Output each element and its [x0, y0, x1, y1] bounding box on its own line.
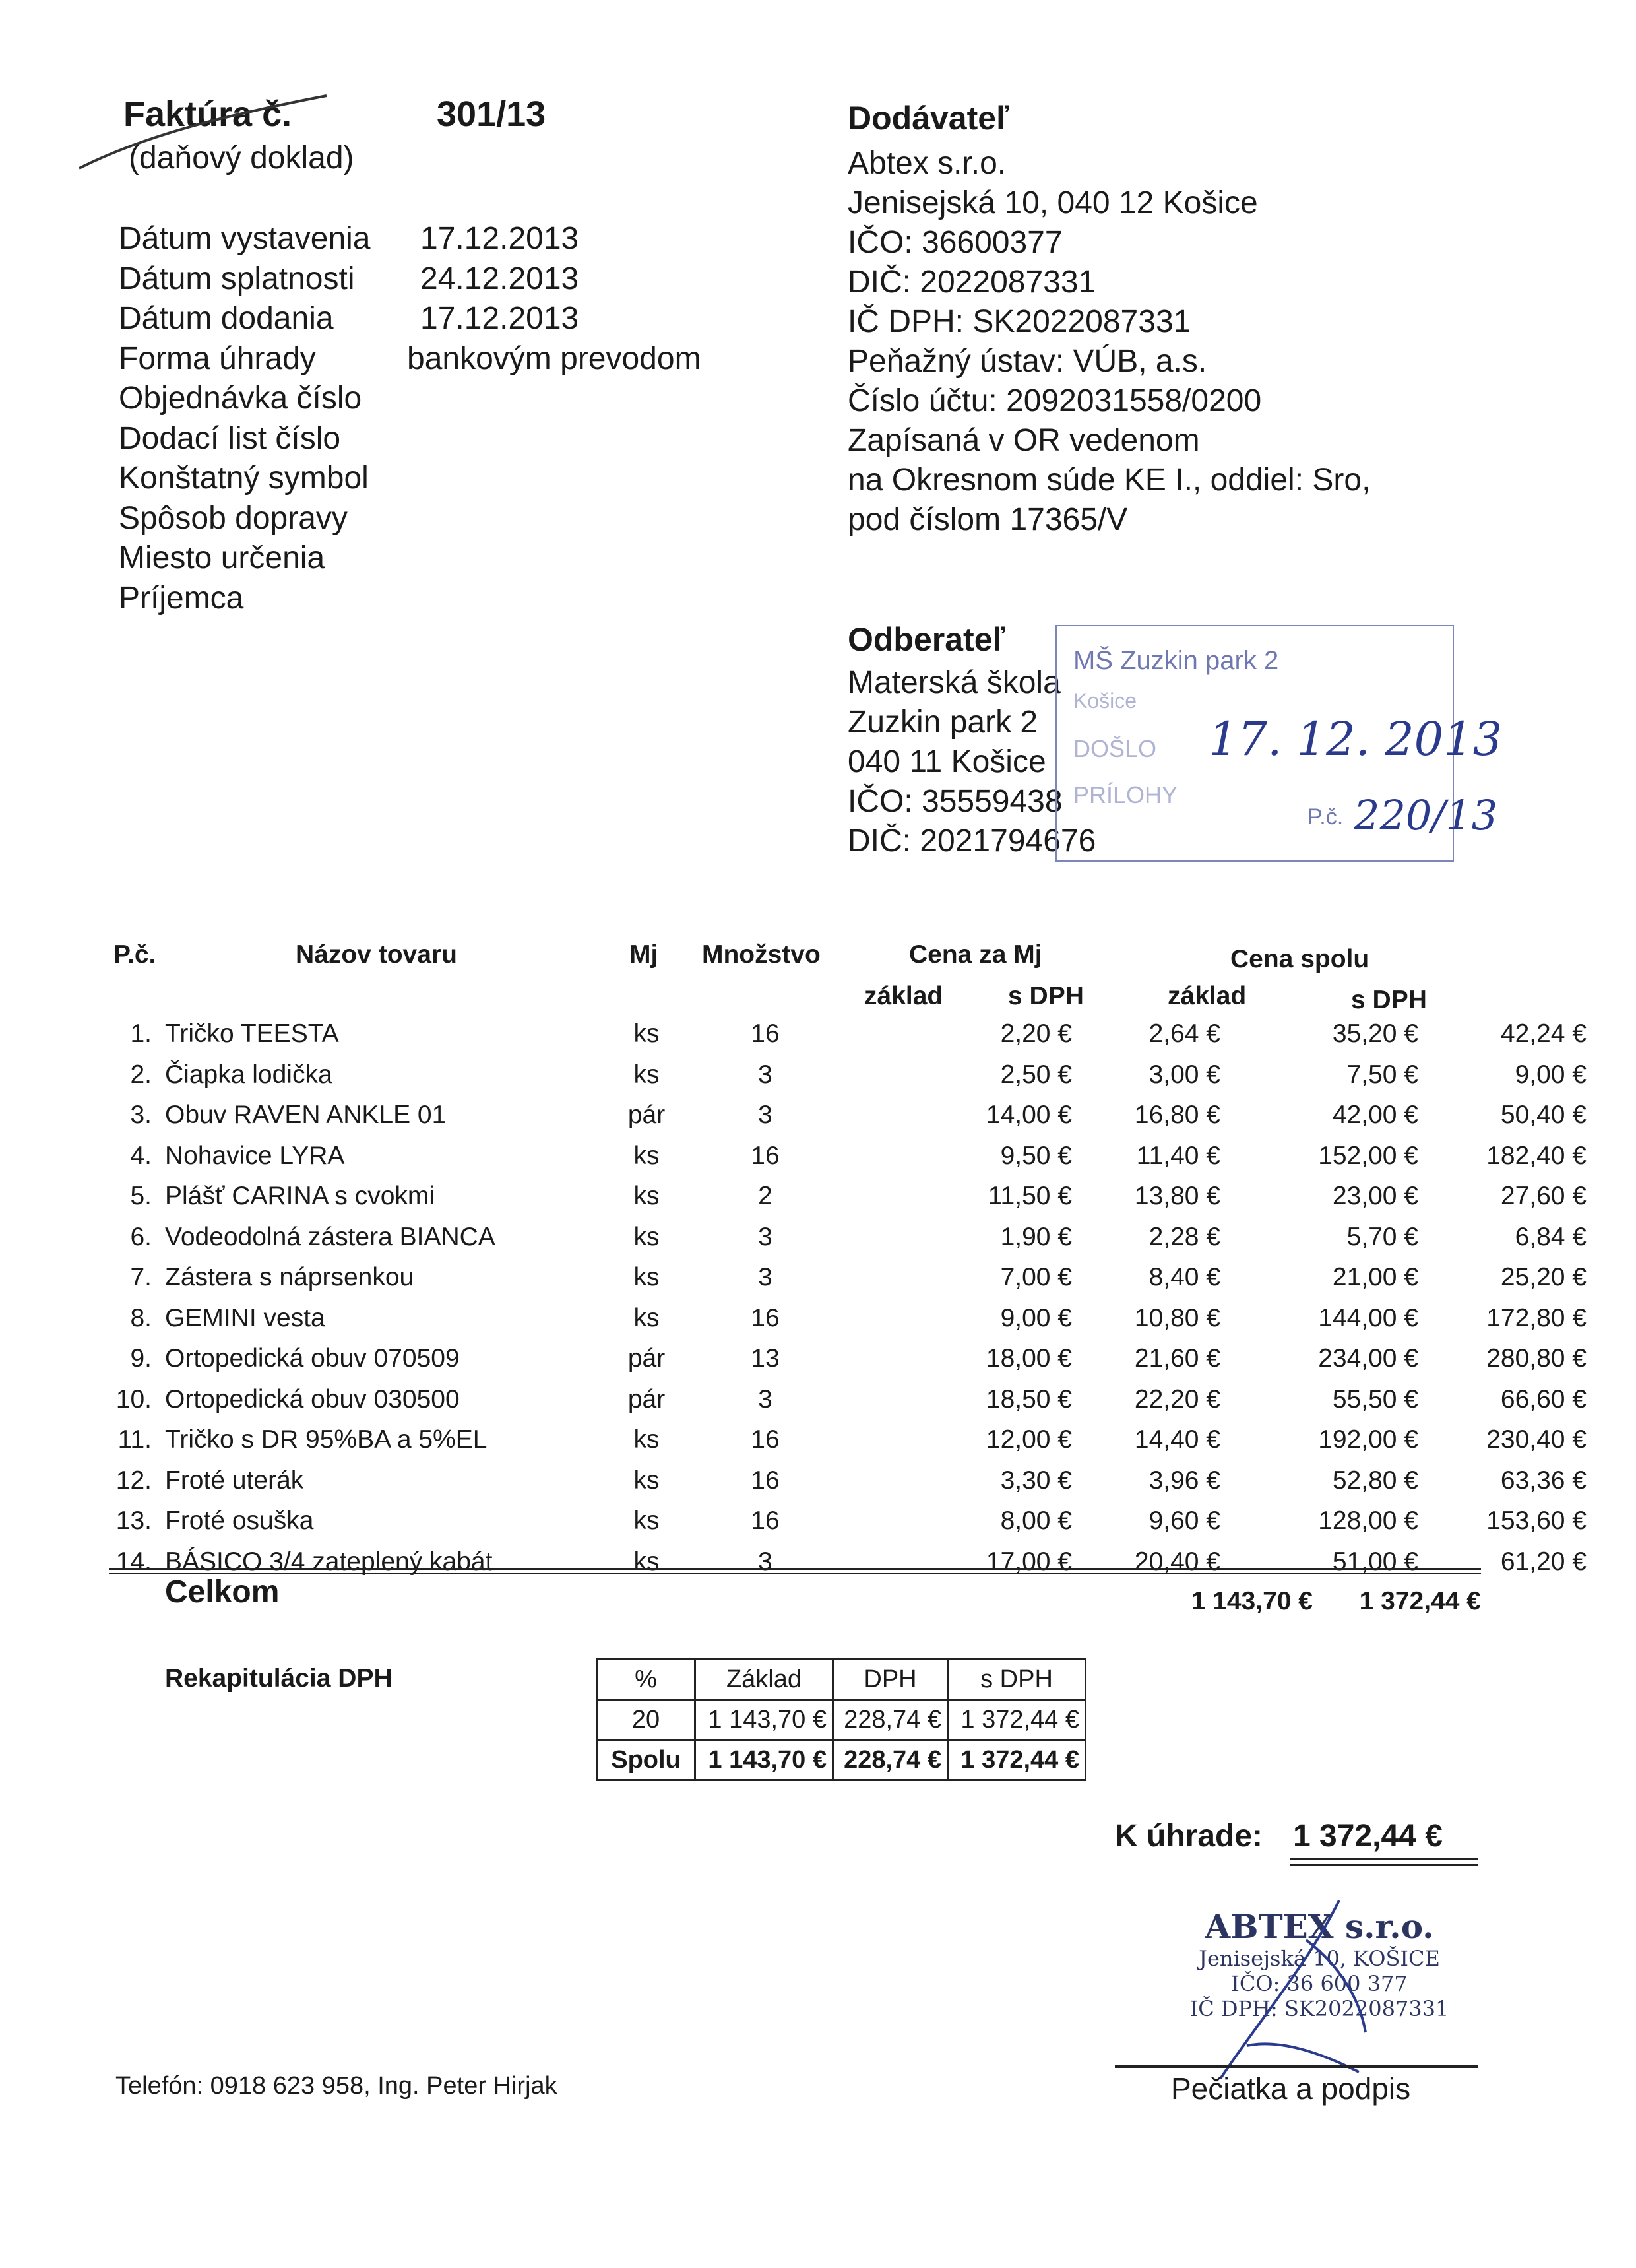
col-header-mj: Mj	[629, 940, 658, 969]
unit-price-vat: 9,60 €	[1148, 1507, 1220, 1535]
item-unit: ks	[633, 1303, 660, 1332]
item-name: Froté osuška	[165, 1507, 314, 1535]
total-vat: 42,24 €	[1500, 1020, 1587, 1048]
row-number: 11.	[117, 1425, 152, 1454]
total-base: 234,00 €	[1318, 1344, 1418, 1373]
row-number: 9.	[130, 1344, 152, 1373]
table-row	[106, 1141, 1587, 1181]
item-name: BÁSICO 3/4 zateplený kabát	[165, 1547, 493, 1576]
unit-price-vat: 20,40 €	[1134, 1547, 1220, 1576]
col-header-unit-base: základ	[864, 982, 943, 1010]
detail-label: Spôsob dopravy	[119, 500, 348, 536]
total-base: 5,70 €	[1346, 1222, 1418, 1251]
stamp-address: Jenisejská 10, KOŠICE	[1199, 1946, 1440, 1971]
item-name: Zástera s náprsenkou	[165, 1263, 414, 1291]
unit-price-vat: 16,80 €	[1134, 1101, 1220, 1129]
detail-value: 24.12.2013	[420, 261, 579, 296]
recap-cell: Spolu	[597, 1740, 695, 1780]
receipt-stamp	[1055, 625, 1503, 862]
detail-label: Dátum splatnosti	[119, 261, 355, 296]
table-row	[106, 1384, 1587, 1425]
invoice-subtitle: (daňový doklad)	[129, 141, 354, 176]
total-base: 35,20 €	[1332, 1020, 1418, 1048]
row-number: 12.	[115, 1466, 152, 1495]
table-row	[106, 1547, 1587, 1587]
table-row	[106, 1101, 1587, 1140]
unit-price-base: 11,50 €	[988, 1182, 1072, 1210]
unit-price-vat: 8,40 €	[1148, 1263, 1220, 1291]
stamp-ico: IČO: 36 600 377	[1231, 1971, 1408, 1996]
total-vat: 27,60 €	[1500, 1182, 1587, 1210]
detail-label: Dodací list číslo	[119, 420, 341, 456]
unit-price-vat: 14,40 €	[1134, 1425, 1220, 1454]
item-name: Čiapka lodička	[165, 1060, 332, 1089]
table-row	[106, 1303, 1587, 1344]
item-quantity: 16	[751, 1466, 780, 1495]
detail-label: Miesto určenia	[119, 540, 325, 575]
row-number: 7.	[130, 1263, 152, 1291]
total-base: 55,50 €	[1332, 1384, 1418, 1413]
item-unit: ks	[633, 1425, 660, 1454]
table-row	[106, 1222, 1587, 1262]
unit-price-vat: 3,00 €	[1148, 1060, 1220, 1089]
supplier-heading: Dodávateľ	[848, 100, 1009, 137]
customer-line: IČO: 35559438	[848, 784, 1063, 819]
supplier-line: IČO: 36600377	[848, 225, 1063, 260]
unit-price-base: 12,00 €	[986, 1425, 1072, 1454]
payable-underline	[1290, 1858, 1478, 1860]
supplier-line: Peňažný ústav: VÚB, a.s.	[848, 344, 1207, 379]
supplier-line: Jenisejská 10, 040 12 Košice	[848, 185, 1258, 220]
recap-sum-row	[597, 1740, 1086, 1780]
table-row	[106, 1507, 1587, 1546]
total-vat: 280,80 €	[1486, 1344, 1587, 1373]
recap-cell: 1 372,44 €	[948, 1740, 1086, 1780]
signature-label: Pečiatka a podpis	[1171, 2071, 1411, 2106]
item-quantity: 16	[751, 1425, 780, 1454]
recap-cell: 228,74 €	[833, 1740, 948, 1780]
total-base: 144,00 €	[1318, 1303, 1418, 1332]
total-vat: 6,84 €	[1515, 1222, 1587, 1251]
supplier-line: pod číslom 17365/V	[848, 502, 1128, 537]
supplier-block	[848, 144, 1370, 540]
recap-cell: 20	[597, 1700, 695, 1740]
col-header-total-base: základ	[1168, 982, 1247, 1010]
stamp-line: PRÍLOHY	[1073, 781, 1178, 808]
unit-price-base: 18,50 €	[986, 1384, 1072, 1413]
total-vat: 153,60 €	[1486, 1507, 1587, 1535]
signature-line	[1115, 2065, 1478, 2068]
total-vat: 230,40 €	[1486, 1425, 1587, 1454]
item-quantity: 16	[751, 1020, 780, 1048]
recap-cell: 1 143,70 €	[695, 1740, 833, 1780]
total-base: 1 143,70 €	[1191, 1587, 1313, 1615]
item-quantity: 3	[758, 1547, 772, 1576]
total-base: 128,00 €	[1318, 1507, 1418, 1535]
total-vat: 61,20 €	[1500, 1547, 1587, 1576]
table-row	[106, 1020, 1587, 1059]
supplier-line: DIČ: 2022087331	[848, 265, 1096, 300]
detail-label: Forma úhrady	[119, 340, 316, 376]
table-row	[106, 1344, 1587, 1384]
item-unit: ks	[633, 1263, 660, 1291]
row-number: 1.	[130, 1020, 152, 1048]
row-number: 10.	[115, 1384, 152, 1413]
unit-price-base: 14,00 €	[986, 1101, 1072, 1129]
total-base: 152,00 €	[1318, 1141, 1418, 1170]
stamp-pc-label: P.č.	[1307, 804, 1344, 829]
unit-price-base: 17,00 €	[986, 1547, 1072, 1576]
invoice-number: 301/13	[437, 94, 546, 134]
total-vat: 9,00 €	[1515, 1060, 1587, 1089]
customer-line: Materská škola	[848, 665, 1061, 700]
total-base: 51,00 €	[1332, 1547, 1418, 1576]
total-base: 7,50 €	[1346, 1060, 1418, 1089]
recap-header-cell: s DPH	[948, 1660, 1086, 1700]
col-header-total-price: Cena spolu	[1230, 945, 1369, 973]
unit-price-vat: 11,40 €	[1136, 1141, 1220, 1170]
detail-label: Konštatný symbol	[119, 461, 369, 496]
stamp-line: Košice	[1073, 689, 1137, 713]
item-unit: ks	[633, 1060, 660, 1089]
unit-price-vat: 3,96 €	[1148, 1466, 1220, 1495]
handwritten-date: 17. 12. 2013	[1209, 712, 1503, 766]
col-header-unit-price: Cena za Mj	[909, 940, 1042, 969]
col-header-pc: P.č.	[113, 940, 156, 969]
item-unit: ks	[633, 1020, 660, 1048]
table-row	[106, 1425, 1587, 1465]
stamp-line: MŠ Zuzkin park 2	[1073, 646, 1279, 675]
unit-price-base: 7,00 €	[1000, 1263, 1072, 1291]
footer-contact: Telefón: 0918 623 958, Ing. Peter Hirjak	[115, 2072, 557, 2100]
item-name: Ortopedická obuv 070509	[165, 1344, 460, 1373]
detail-value: 17.12.2013	[420, 301, 579, 336]
row-number: 14.	[115, 1547, 152, 1576]
supplier-line: na Okresnom súde KE I., oddiel: Sro,	[848, 463, 1371, 498]
invoice-title: Faktúra č.	[123, 94, 292, 134]
unit-price-vat: 13,80 €	[1134, 1182, 1220, 1210]
item-unit: ks	[633, 1141, 660, 1170]
total-base: 21,00 €	[1332, 1263, 1418, 1291]
recap-header-cell: %	[597, 1660, 695, 1700]
unit-price-base: 2,50 €	[1000, 1060, 1072, 1089]
total-base: 192,00 €	[1318, 1425, 1418, 1454]
unit-price-base: 9,50 €	[1000, 1141, 1072, 1170]
item-unit: ks	[633, 1222, 660, 1251]
row-number: 8.	[130, 1303, 152, 1332]
table-row	[106, 1466, 1587, 1506]
row-number: 6.	[130, 1222, 152, 1251]
row-number: 3.	[130, 1101, 152, 1129]
item-name: Nohavice LYRA	[165, 1141, 345, 1170]
unit-price-vat: 21,60 €	[1134, 1344, 1220, 1373]
recap-header-cell: DPH	[833, 1660, 948, 1700]
unit-price-base: 9,00 €	[1000, 1303, 1072, 1332]
row-number: 5.	[130, 1182, 152, 1210]
unit-price-vat: 10,80 €	[1134, 1303, 1220, 1332]
unit-price-vat: 2,64 €	[1148, 1020, 1220, 1048]
table-divider	[109, 1573, 1481, 1574]
unit-price-base: 1,90 €	[1000, 1222, 1072, 1251]
item-unit: ks	[633, 1466, 660, 1495]
unit-price-base: 8,00 €	[1000, 1507, 1072, 1535]
payable-underline	[1290, 1864, 1478, 1866]
recap-header-row	[597, 1660, 1086, 1700]
item-quantity: 13	[751, 1344, 780, 1373]
table-row	[106, 1060, 1587, 1100]
payable-label: K úhrade:	[1115, 1819, 1263, 1854]
detail-value: bankovým prevodom	[407, 340, 701, 376]
supplier-line: Abtex s.r.o.	[848, 146, 1007, 181]
detail-label: Objednávka číslo	[119, 381, 362, 416]
total-vat: 172,80 €	[1486, 1303, 1587, 1332]
row-number: 13.	[115, 1507, 152, 1535]
item-quantity: 2	[758, 1182, 772, 1210]
item-name: Tričko TEESTA	[165, 1020, 339, 1048]
table-row	[106, 1182, 1587, 1221]
row-number: 2.	[130, 1060, 152, 1089]
item-name: Plášť CARINA s cvokmi	[165, 1182, 435, 1210]
table-row	[106, 1263, 1587, 1303]
handwritten-pc: 220/13	[1354, 791, 1498, 839]
col-header-qty: Množstvo	[702, 940, 821, 969]
total-vat: 182,40 €	[1486, 1141, 1587, 1170]
customer-line: 040 11 Košice	[848, 744, 1046, 779]
total-base: 23,00 €	[1332, 1182, 1418, 1210]
customer-heading: Odberateľ	[848, 621, 1005, 658]
recap-header-cell: Základ	[695, 1660, 833, 1700]
recap-cell: 1 372,44 €	[948, 1700, 1086, 1740]
details-labels	[119, 219, 371, 618]
col-header-name: Názov tovaru	[296, 940, 457, 969]
total-vat: 50,40 €	[1500, 1101, 1587, 1129]
detail-label: Dátum vystavenia	[119, 221, 371, 256]
row-number: 4.	[130, 1141, 152, 1170]
item-quantity: 3	[758, 1384, 772, 1413]
item-quantity: 3	[758, 1222, 772, 1251]
item-quantity: 3	[758, 1101, 772, 1129]
total-vat: 25,20 €	[1500, 1263, 1587, 1291]
customer-line: DIČ: 2021794676	[848, 824, 1096, 859]
detail-label: Dátum dodania	[119, 301, 334, 336]
supplier-line: Číslo účtu: 2092031558/0200	[848, 383, 1262, 418]
handwritten-signature	[1207, 1887, 1432, 2085]
stamp-company-name: ABTEX s.r.o.	[1205, 1907, 1434, 1946]
total-base: 42,00 €	[1332, 1101, 1418, 1129]
item-quantity: 16	[751, 1507, 780, 1535]
item-quantity: 3	[758, 1263, 772, 1291]
total-vat: 63,36 €	[1500, 1466, 1587, 1495]
item-name: Tričko s DR 95%BA a 5%EL	[165, 1425, 488, 1454]
unit-price-vat: 22,20 €	[1134, 1384, 1220, 1413]
item-unit: ks	[633, 1547, 660, 1576]
unit-price-base: 3,30 €	[1000, 1466, 1072, 1495]
details-values	[407, 219, 701, 379]
unit-price-base: 18,00 €	[986, 1344, 1072, 1373]
item-unit: pár	[627, 1384, 666, 1413]
supplier-line: IČ DPH: SK2022087331	[848, 304, 1191, 339]
table-divider	[109, 1568, 1481, 1570]
recap-row	[597, 1700, 1086, 1740]
col-header-total-vat: s DPH	[1351, 986, 1427, 1014]
col-header-unit-vat: s DPH	[1008, 982, 1084, 1010]
recap-cell: 1 143,70 €	[695, 1700, 833, 1740]
total-label: Celkom	[165, 1574, 280, 1609]
item-name: Ortopedická obuv 030500	[165, 1384, 460, 1413]
detail-value: 17.12.2013	[420, 221, 579, 256]
recap-label: Rekapitulácia DPH	[165, 1664, 393, 1693]
unit-price-base: 2,20 €	[1000, 1020, 1072, 1048]
item-unit: ks	[633, 1507, 660, 1535]
item-quantity: 3	[758, 1060, 772, 1089]
item-quantity: 16	[751, 1303, 780, 1332]
item-quantity: 16	[751, 1141, 780, 1170]
total-base: 52,80 €	[1332, 1466, 1418, 1495]
supplier-line: Zapísaná v OR vedenom	[848, 423, 1200, 458]
stamp-line: DOŠLO	[1073, 735, 1157, 762]
total-with-vat: 1 372,44 €	[1359, 1587, 1481, 1615]
item-unit: pár	[627, 1344, 666, 1373]
item-name: Obuv RAVEN ANKLE 01	[165, 1101, 447, 1129]
stamp-icdph: IČ DPH: SK2022087331	[1189, 1996, 1449, 2021]
detail-label: Príjemca	[119, 580, 244, 616]
vat-recap-table	[596, 1658, 1086, 1781]
item-name: Vodeodolná zástera BIANCA	[165, 1222, 495, 1251]
item-name: Froté uterák	[165, 1466, 304, 1495]
recap-cell: 228,74 €	[833, 1700, 948, 1740]
item-unit: pár	[627, 1101, 666, 1129]
item-name: GEMINI vesta	[165, 1303, 325, 1332]
customer-line: Zuzkin park 2	[848, 705, 1038, 740]
pen-strike-mark	[66, 89, 343, 181]
payable-value: 1 372,44 €	[1293, 1819, 1443, 1854]
unit-price-vat: 2,28 €	[1148, 1222, 1220, 1251]
total-vat: 66,60 €	[1500, 1384, 1587, 1413]
item-unit: ks	[633, 1182, 660, 1210]
